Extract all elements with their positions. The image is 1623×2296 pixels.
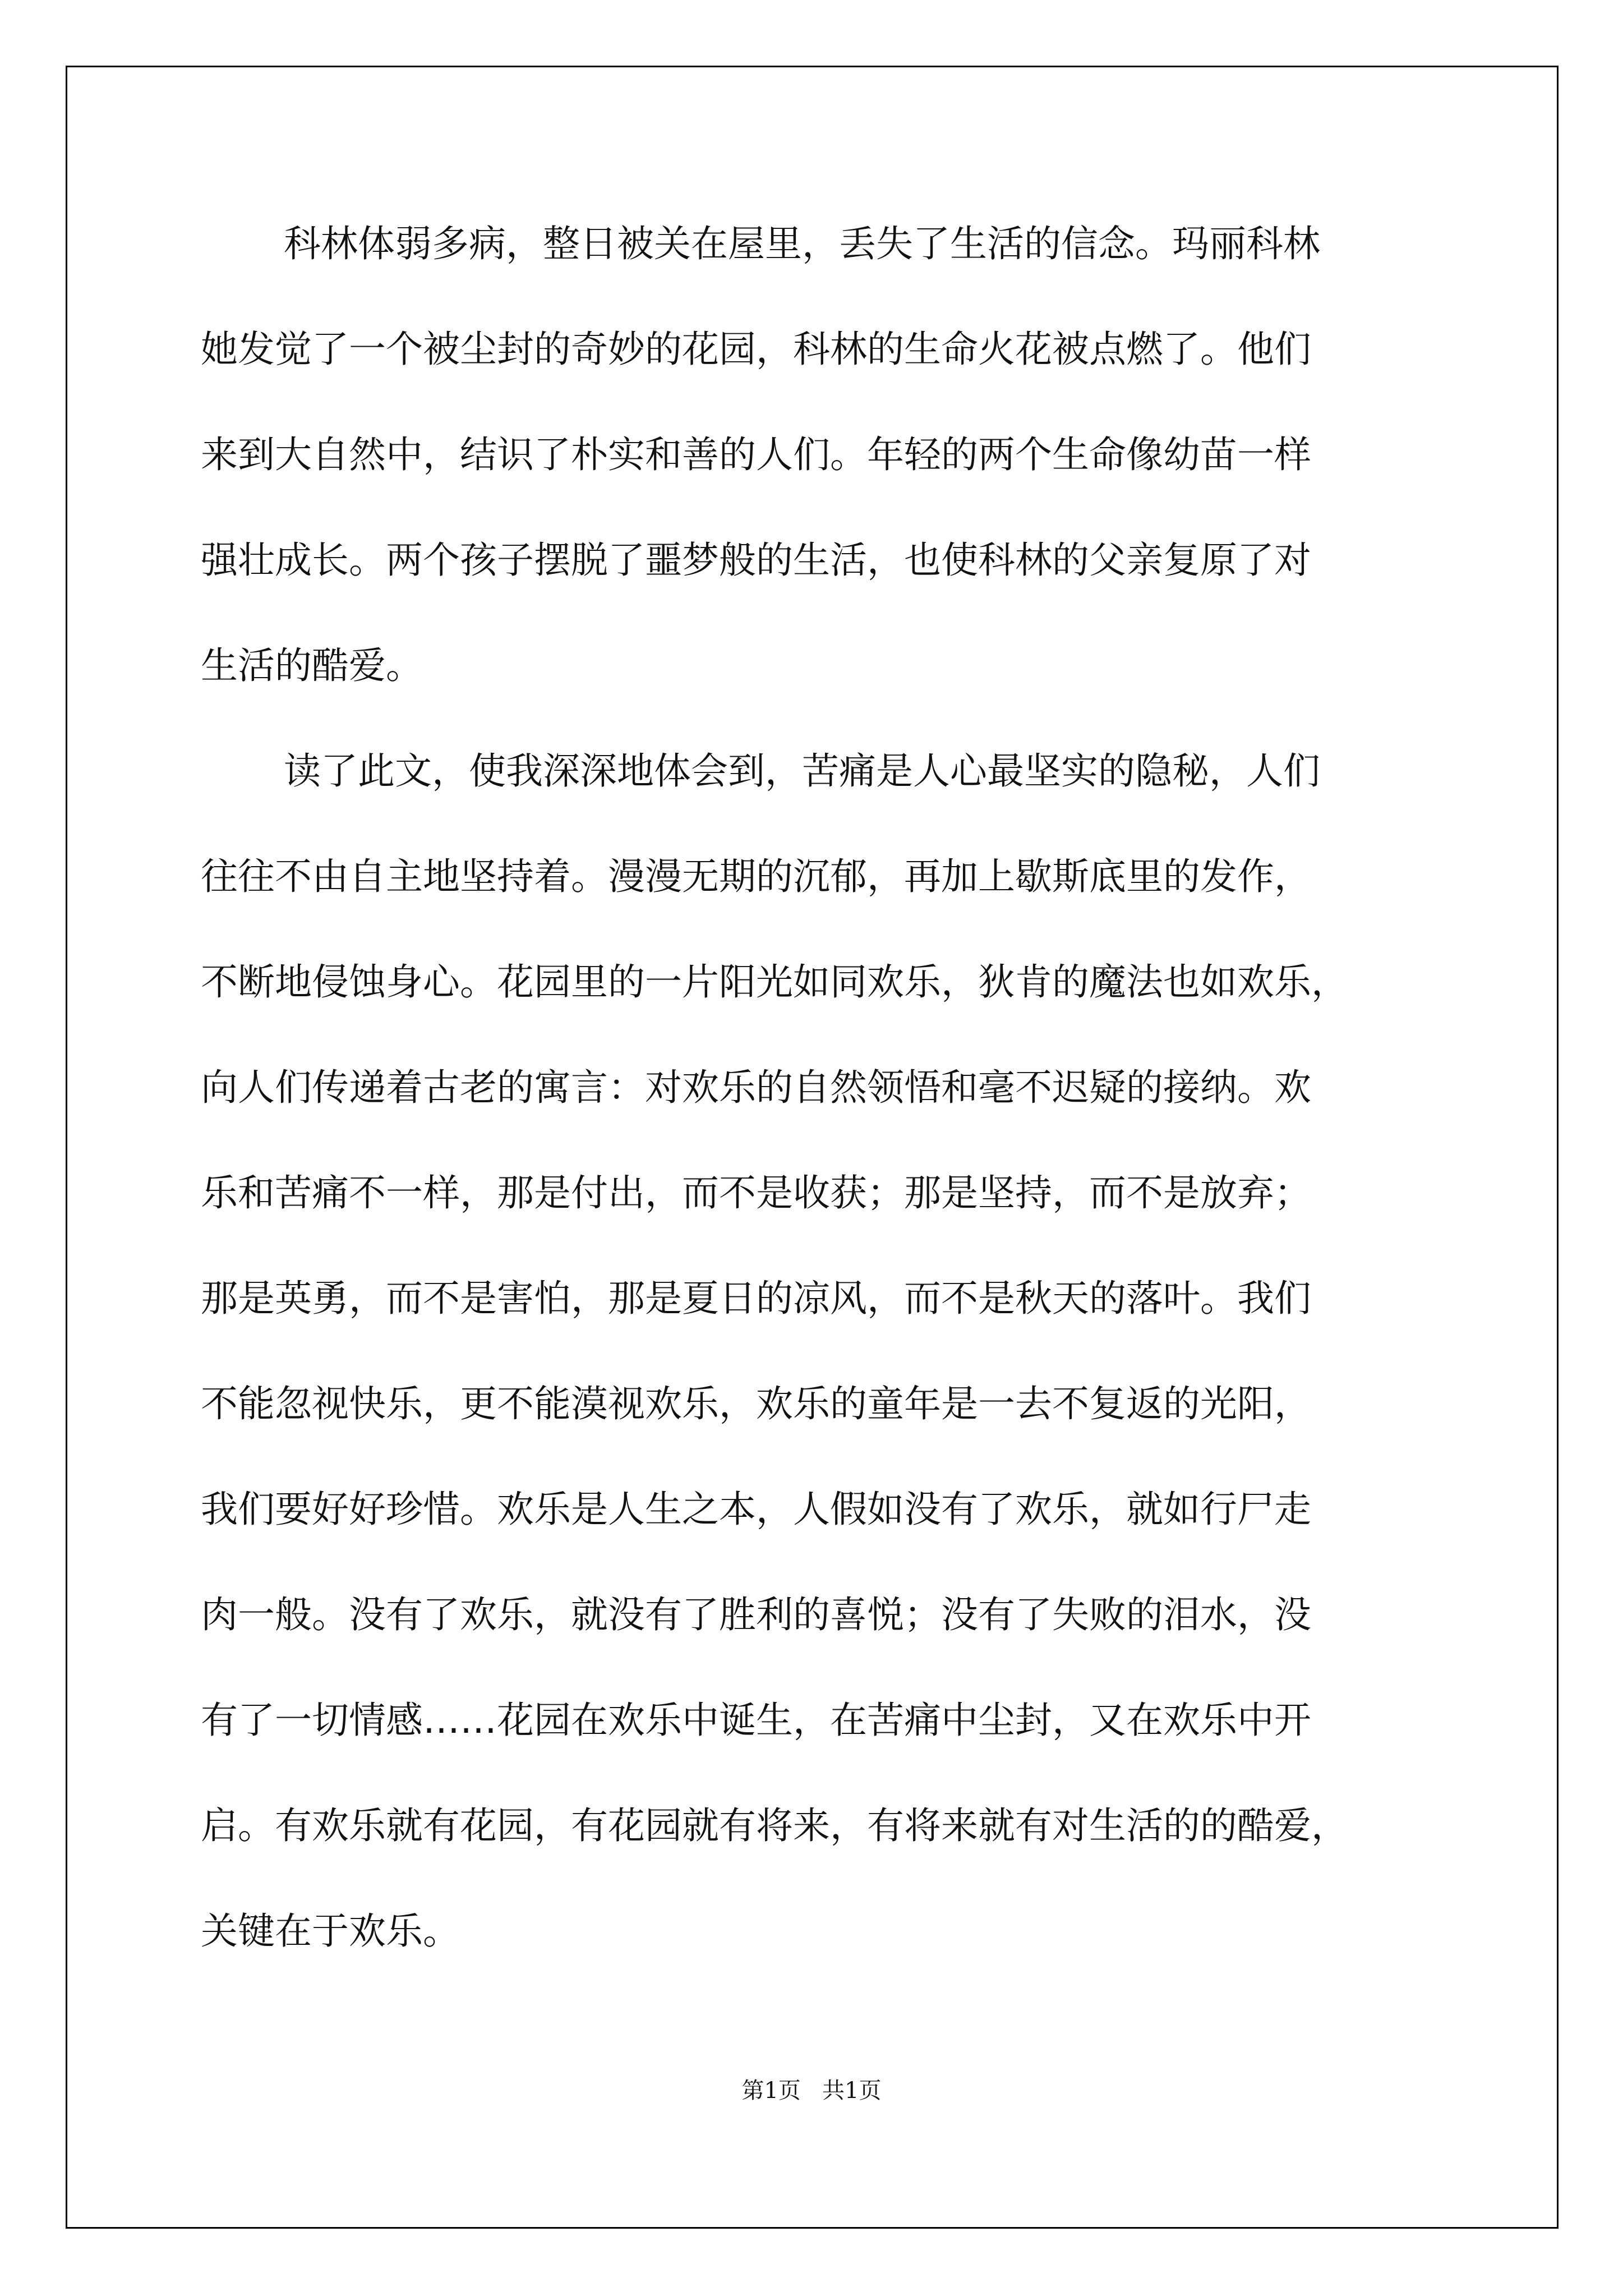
text-line: 有了一切情感……花园在欢乐中诞生，在苦痛中尘封，又在欢乐中开: [201, 1699, 1311, 1742]
text-line: 那是英勇，而不是害怕，那是夏日的凉风，而不是秋天的落叶。我们: [201, 1277, 1311, 1320]
text-line: 来到大自然中，结识了朴实和善的人们。年轻的两个生命像幼苗一样: [201, 433, 1311, 476]
page-number-footer: 第1页 共1页: [741, 2078, 882, 2104]
paragraph-1: [201, 213, 1435, 740]
text-line: 往往不由自主地坚持着。漫漫无期的沉郁，再加上歇斯底里的发作，: [201, 855, 1311, 898]
document-body: [201, 213, 1435, 2006]
text-line: 我们要好好珍惜。欢乐是人生之本，人假如没有了欢乐，就如行尸走: [201, 1488, 1311, 1531]
text-line: 生活的酷爱。: [201, 644, 423, 687]
text-line: 不断地侵蚀身心。花园里的一片阳光如同欢乐，狄肯的魔法也如欢乐，: [201, 960, 1348, 1004]
text-line: 科林体弱多病，整日被关在屋里，丢失了生活的信念。玛丽科林: [284, 222, 1320, 265]
text-line: 不能忽视快乐，更不能漠视欢乐，欢乐的童年是一去不复返的光阳，: [201, 1382, 1311, 1425]
text-line: 肉一般。没有了欢乐，就没有了胜利的喜悦；没有了失败的泪水，没: [201, 1593, 1311, 1636]
text-line: 读了此文，使我深深地体会到，苦痛是人心最坚实的隐秘，人们: [284, 749, 1320, 793]
text-line: 关键在于欢乐。: [201, 1910, 460, 1953]
text-line: 乐和苦痛不一样，那是付出，而不是收获；那是坚持，而不是放弃；: [201, 1171, 1311, 1214]
text-line: 启。有欢乐就有花园，有花园就有将来，有将来就有对生活的的酷爱，: [201, 1804, 1348, 1847]
text-line: 强壮成长。两个孩子摆脱了噩梦般的生活，也使科林的父亲复原了对: [201, 539, 1311, 582]
text-line: 向人们传递着古老的寓言：对欢乐的自然领悟和毫不迟疑的接纳。欢: [201, 1066, 1311, 1109]
text-line: 她发觉了一个被尘封的奇妙的花园，科林的生命火花被点燃了。他们: [201, 328, 1311, 371]
paragraph-2: [201, 740, 1435, 2006]
